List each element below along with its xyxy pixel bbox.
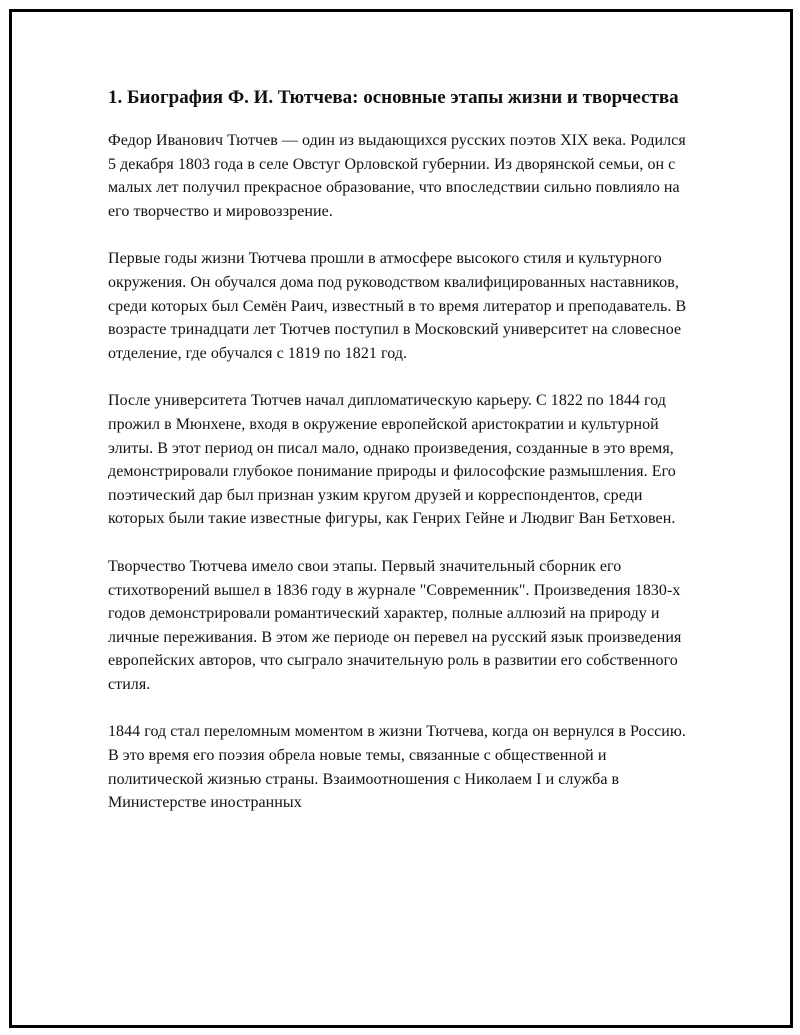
section-heading: 1. Биография Ф. И. Тютчева: основные этапы жизни и творчества xyxy=(108,87,679,108)
document-content xyxy=(108,84,688,815)
paragraph-5: 1844 год стал переломным моментом в жизни Тютчева, когда он вернулся в Россию. В это время его поэзия обрела новые темы, связанные с общественной и политической жизнью страны. Взаимоотношения с Николаем I и служба в Министерстве иностранных xyxy=(108,723,686,812)
paragraph-4: Творчество Тютчева имело свои этапы. Первый значительный сборник его стихотворений вышел в 1836 году в журнале "Современник". Произведения 1830-х годов демонстрировали романтический характер, полные аллюзий на природу и личные переживания. В этом же периоде он перевел на русский язык произведения европейских авторов, что сыграло значительную роль в развитии его собственного стиля. xyxy=(108,557,682,693)
paragraph-3: После университета Тютчев начал дипломатическую карьеру. С 1822 по 1844 год прожил в Мюнхене, входя в окружение европейской аристократии и культурной элиты. В этот период он писал мало, однако произведения, созданные в это время, демонстрировали глубокое понимание природы и философские размышления. Его поэтический дар был признан узким кругом друзей и корреспондентов, среди которых были такие известные фигуры, как Генрих Гейне и Людвиг Ван Бетховен. xyxy=(108,392,676,528)
paragraph-2: Первые годы жизни Тютчева прошли в атмосфере высокого стиля и культурного окружения. Он обучался дома под руководством квалифицированных наставников, среди которых был Семён Раич, известный в то время литератор и преподаватель. В возрасте тринадцати лет Тютчев поступил в Московский университет на словесное отделение, где обучался с 1819 по 1821 год. xyxy=(108,250,687,362)
paragraph-1: Федор Иванович Тютчев — один из выдающихся русских поэтов XIX века. Родился 5 декабря 1803 года в селе Овстуг Орловской губернии. Из дворянской семьи, он с малых лет получил прекрасное образование, что впоследствии сильно повлияло на его творчество и мировоззрение. xyxy=(108,132,686,220)
